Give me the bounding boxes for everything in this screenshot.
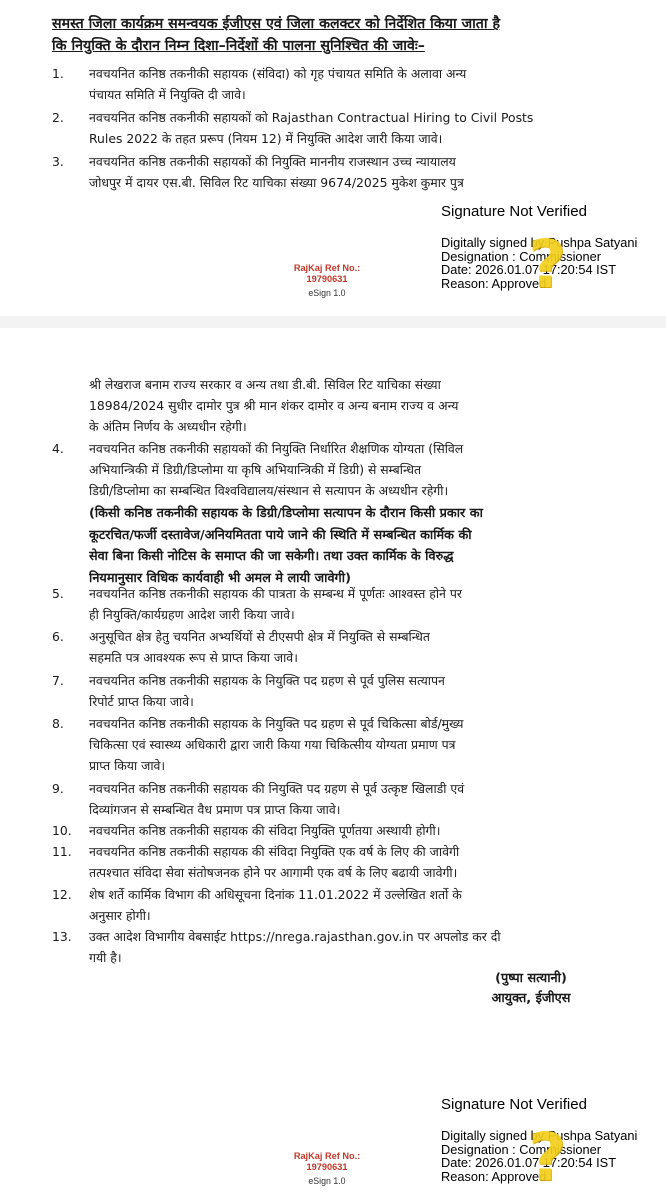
ref-label: RajKaj Ref No.: — [293, 263, 361, 273]
heading-line-1: समस्त जिला कार्यक्रम समन्वयक ईजीएस एवं जिला कलक्टर को निर्देशित किया जाता है — [52, 16, 501, 32]
signatory-name: (पुष्पा सत्यानी) — [495, 971, 567, 986]
item-4-bold-note — [89, 503, 609, 589]
list-item-9 — [52, 778, 600, 820]
list-item-2 — [52, 107, 600, 149]
item-line: शेष शर्ते कार्मिक विभाग की अधिसूचना दिनांक 11.01.2022 में उल्लेखित शर्तो के — [89, 887, 462, 902]
ref-number: 19790631 — [306, 1162, 348, 1172]
signatory-block — [456, 969, 606, 1009]
item-line: नवचयनित कनिष्ठ तकनीकी सहायकों की नियुक्ति निर्धारित शैक्षणिक योग्यता (सिविल — [89, 441, 464, 456]
item-line: नवचयनित कनिष्ठ तकनीकी सहायक की संविदा नियुक्ति पूर्णतया अस्थायी होगी। — [89, 823, 441, 838]
sign-reason: Reason: Approved — [441, 1168, 547, 1184]
item-number: 8. — [52, 716, 64, 731]
bold-line: कूटरचित/फर्जी दस्तावेज/अनियमितता पाये जाने की स्थिति में सम्बन्धित कार्मिक की — [89, 527, 472, 543]
item-line: तत्पश्चात संविदा सेवा संतोषजनक होने पर आगामी एक वर्ष के लिए बढायी जावेगी। — [89, 865, 458, 880]
item-line: नवचयनित कनिष्ठ तकनीकी सहायक (संविदा) को गृह पंचायत समिति के अलावा अन्य — [89, 66, 467, 81]
item-line: नवचयनित कनिष्ठ तकनीकी सहायक के नियुक्ति पद ग्रहण से पूर्व पुलिस सत्यापन — [89, 673, 445, 688]
list-item-12 — [52, 884, 600, 926]
item-number: 4. — [52, 441, 64, 456]
item-number: 5. — [52, 586, 64, 601]
item-line: उक्त आदेश विभागीय वेबसाईट https://nrega.rajasthan.gov.in पर अपलोड कर दी — [89, 929, 501, 944]
item-line: अभियान्त्रिकी में डिग्री/डिप्लोमा या कृषि अभियान्त्रिकी में डिग्री) से सम्बन्धित — [89, 462, 422, 477]
item-line: अनुसूचित क्षेत्र हेतु चयनित अभ्यर्थियों से टीएसपी क्षेत्र में नियुक्ति से सम्बन्धित — [89, 629, 430, 644]
list-item-7 — [52, 670, 600, 712]
list-item-1 — [52, 63, 600, 105]
item-number: 13. — [52, 929, 72, 944]
list-item-4 — [52, 438, 600, 501]
signature-status: Signature Not Verified — [441, 203, 587, 220]
item-line: डिग्री/डिप्लोमा का सम्बन्धित विश्वविद्यालय/संस्थान से सत्यापन के अध्यधीन रहेगी। — [89, 483, 449, 498]
question-mark-icon: ? — [528, 226, 567, 303]
item-line: Rules 2022 के तहत प्ररूप (नियम 12) में नियुक्ति आदेश जारी किया जावे। — [89, 131, 443, 146]
sign-date: Date: 2026.01.07 17:20:54 IST — [441, 262, 617, 277]
item-line: गयी है। — [89, 950, 122, 965]
list-item-11 — [52, 841, 600, 883]
item-number: 1. — [52, 66, 64, 81]
item-line: नवचयनित कनिष्ठ तकनीकी सहायक के नियुक्ति पद ग्रहण से पूर्व चिकित्सा बोर्ड/मुख्य — [89, 716, 464, 731]
bold-line: सेवा बिना किसी नोटिस के समाप्त की जा सकेगी। तथा उक्त कार्मिक के विरुद्ध — [89, 549, 454, 564]
question-mark-icon: ? — [528, 1119, 567, 1196]
list-item-6 — [52, 626, 600, 668]
list-item-13 — [52, 926, 600, 968]
item-number: 2. — [52, 110, 64, 125]
item-line: श्री लेखराज बनाम राज्य सरकार व अन्य तथा डी.बी. सिविल रिट याचिका संख्या — [89, 377, 441, 392]
item-line: पंचायत समिति में नियुक्ति दी जावे। — [89, 87, 246, 102]
signatory-designation: आयुक्त, ईजीएस — [491, 991, 571, 1006]
bold-line: (किसी कनिष्ठ तकनीकी सहायक के डिग्री/डिप्लोमा सत्यापन के दौरान किसी प्रकार का — [89, 506, 483, 521]
signature-status: Signature Not Verified — [441, 1096, 587, 1113]
item-line: ही नियुक्ति/कार्यग्रहण आदेश जारी किया जावे। — [89, 607, 295, 622]
heading-line-2: कि नियुक्ति के दौरान निम्न दिशा–निर्देशों की पालना सुनिश्चित की जावेः– — [52, 38, 425, 54]
rajkaj-ref-1 — [282, 263, 372, 299]
signed-by: Digitally signed by Pushpa Satyani — [441, 1128, 638, 1143]
item-3-continuation — [89, 374, 599, 437]
document-page-2 — [0, 328, 666, 1200]
item-line: दिव्यांगजन से सम्बन्धित वैध प्रमाण पत्र प्राप्त किया जावे। — [89, 802, 341, 817]
item-line: अनुसार होगी। — [89, 908, 151, 923]
item-line: रिपोर्ट प्राप्त किया जावे। — [89, 694, 194, 709]
sign-date: Date: 2026.01.07 17:20:54 IST — [441, 1155, 617, 1170]
item-line: नवचयनित कनिष्ठ तकनीकी सहायकों को Rajasthan Contractual Hiring to Civil Posts — [89, 110, 534, 125]
bold-line: नियमानुसार विधिक कार्यवाही भी अमल मे लायी जावेगी) — [89, 570, 351, 586]
item-number: 3. — [52, 154, 64, 169]
item-line: नवचयनित कनिष्ठ तकनीकी सहायक की नियुक्ति पद ग्रहण से पूर्व उत्कृष्ट खिलाडी एवं — [89, 781, 465, 796]
item-line: नवचयनित कनिष्ठ तकनीकी सहायक की पात्रता के सम्बन्ध में पूर्णतः आश्वस्त होने पर — [89, 586, 462, 601]
rajkaj-ref-2 — [282, 1151, 372, 1187]
ref-number: 19790631 — [306, 274, 348, 284]
item-line: के अंतिम निर्णय के अध्यधीन रहेगी। — [89, 419, 247, 434]
list-item-10 — [52, 820, 600, 841]
item-number: 6. — [52, 629, 64, 644]
item-number: 10. — [52, 823, 72, 838]
esign-version: eSign 1.0 — [308, 288, 346, 298]
item-line: 18984/2024 सुधीर दामोर पुत्र श्री मान शंकर दामोर व अन्य बनाम राज्य व अन्य — [89, 398, 459, 413]
esign-version: eSign 1.0 — [308, 1176, 346, 1186]
item-line: सहमति पत्र आवश्यक रूप से प्राप्त किया जावे। — [89, 650, 298, 665]
signer-designation: Designation : Commissioner — [441, 1141, 602, 1157]
list-item-5 — [52, 583, 600, 625]
document-page-1 — [0, 0, 666, 316]
item-line: जोधपुर में दायर एस.बी. सिविल रिट याचिका संख्या 9674/2025 मुकेश कुमार पुत्र — [89, 175, 464, 190]
order-heading — [52, 13, 597, 57]
item-line: नवचयनित कनिष्ठ तकनीकी सहायक की संविदा नियुक्ति एक वर्ष के लिए की जावेगी — [89, 844, 460, 859]
ref-label: RajKaj Ref No.: — [293, 1151, 361, 1161]
item-number: 7. — [52, 673, 64, 688]
signer-designation: Designation : Commissioner — [441, 248, 602, 264]
item-line: नवचयनित कनिष्ठ तकनीकी सहायकों की नियुक्ति माननीय राजस्थान उच्च न्यायालय — [89, 154, 456, 169]
signed-by: Digitally signed by Pushpa Satyani — [441, 235, 638, 250]
item-number: 12. — [52, 887, 72, 902]
item-line: प्राप्त किया जावे। — [89, 758, 166, 773]
list-item-8 — [52, 713, 600, 776]
item-number: 9. — [52, 781, 64, 796]
item-line: चिकित्सा एवं स्वास्थ्य अधिकारी द्वारा जारी किया गया चिकित्सीय योग्यता प्रमाण पत्र — [89, 737, 456, 752]
item-number: 11. — [52, 844, 72, 859]
sign-reason: Reason: Approved — [441, 275, 547, 291]
list-item-3 — [52, 151, 600, 193]
